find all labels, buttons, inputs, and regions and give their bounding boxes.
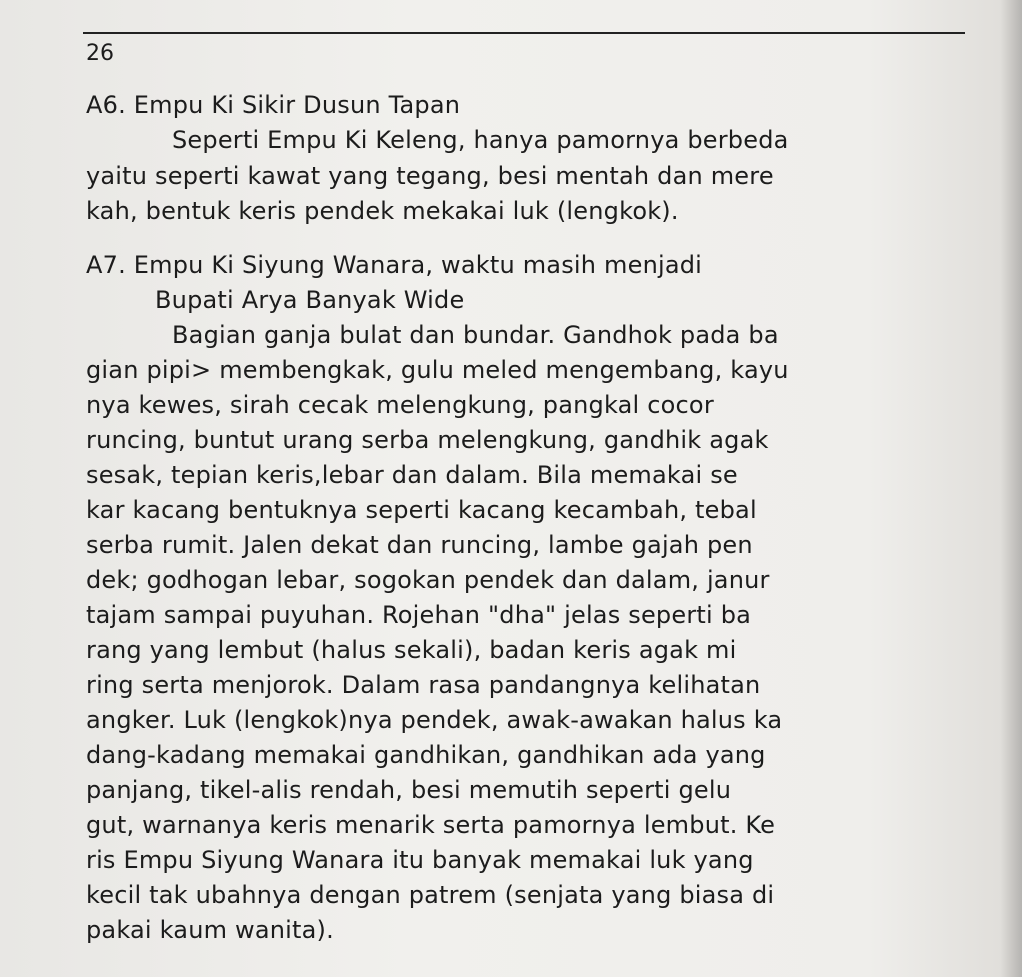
section-a6-text-line: yaitu seperti kawat yang tegang, besi mentah dan mere bbox=[86, 162, 774, 190]
section-a6-text-line: Seperti Empu Ki Keleng, hanya pamornya berbeda bbox=[172, 126, 789, 154]
section-a7-text-line: ring serta menjorok. Dalam rasa pandangnya kelihatan bbox=[86, 671, 761, 699]
section-a7-text-line: runcing, buntut urang serba melengkung, gandhik agak bbox=[86, 426, 769, 454]
section-a7-text-line: dek; godhogan lebar, sogokan pendek dan dalam, janur bbox=[86, 566, 770, 594]
section-a7-text-line: pakai kaum wanita). bbox=[86, 916, 334, 944]
section-a7-heading-line-2: Bupati Arya Banyak Wide bbox=[155, 286, 465, 314]
section-a6-text-line: kah, bentuk keris pendek mekakai luk (lengkok). bbox=[86, 197, 679, 225]
section-a6-heading: A6. Empu Ki Sikir Dusun Tapan bbox=[86, 91, 461, 119]
section-a7-heading: A7. Empu Ki Siyung Wanara, waktu masih menjadi bbox=[86, 251, 703, 279]
section-a7-text-line: angker. Luk (lengkok)nya pendek, awak-awakan halus ka bbox=[86, 706, 783, 734]
section-a7-text-line: serba rumit. Jalen dekat dan runcing, lambe gajah pen bbox=[86, 531, 753, 559]
section-a7-text-line: gut, warnanya keris menarik serta pamornya lembut. Ke bbox=[86, 811, 776, 839]
section-a7-text-line: panjang, tikel-alis rendah, besi memutih seperti gelu bbox=[86, 776, 732, 804]
section-a7-text-line: tajam sampai puyuhan. Rojehan "dha" jelas seperti ba bbox=[86, 601, 752, 629]
section-a7-text-line: kecil tak ubahnya dengan patrem (senjata yang biasa di bbox=[86, 881, 775, 909]
section-a7-text-line: gian pipi> membengkak, gulu meled mengembang, kayu bbox=[86, 356, 789, 384]
section-a7-text-line: sesak, tepian keris,lebar dan dalam. Bila memakai se bbox=[86, 461, 738, 489]
page-number: 26 bbox=[86, 41, 114, 66]
section-a7-text-line: nya kewes, sirah cecak melengkung, pangkal cocor bbox=[86, 391, 714, 419]
page-edge-shadow bbox=[1000, 0, 1022, 977]
section-a7-text-line: Bagian ganja bulat dan bundar. Gandhok pada ba bbox=[172, 321, 779, 349]
section-a7-text-line: kar kacang bentuknya seperti kacang kecambah, tebal bbox=[86, 496, 757, 524]
section-a7-text-line: dang-kadang memakai gandhikan, gandhikan ada yang bbox=[86, 741, 766, 769]
section-a7-text-line: ris Empu Siyung Wanara itu banyak memakai luk yang bbox=[86, 846, 754, 874]
section-a7-text-line: rang yang lembut (halus sekali), badan keris agak mi bbox=[86, 636, 737, 664]
header-rule bbox=[83, 32, 965, 34]
